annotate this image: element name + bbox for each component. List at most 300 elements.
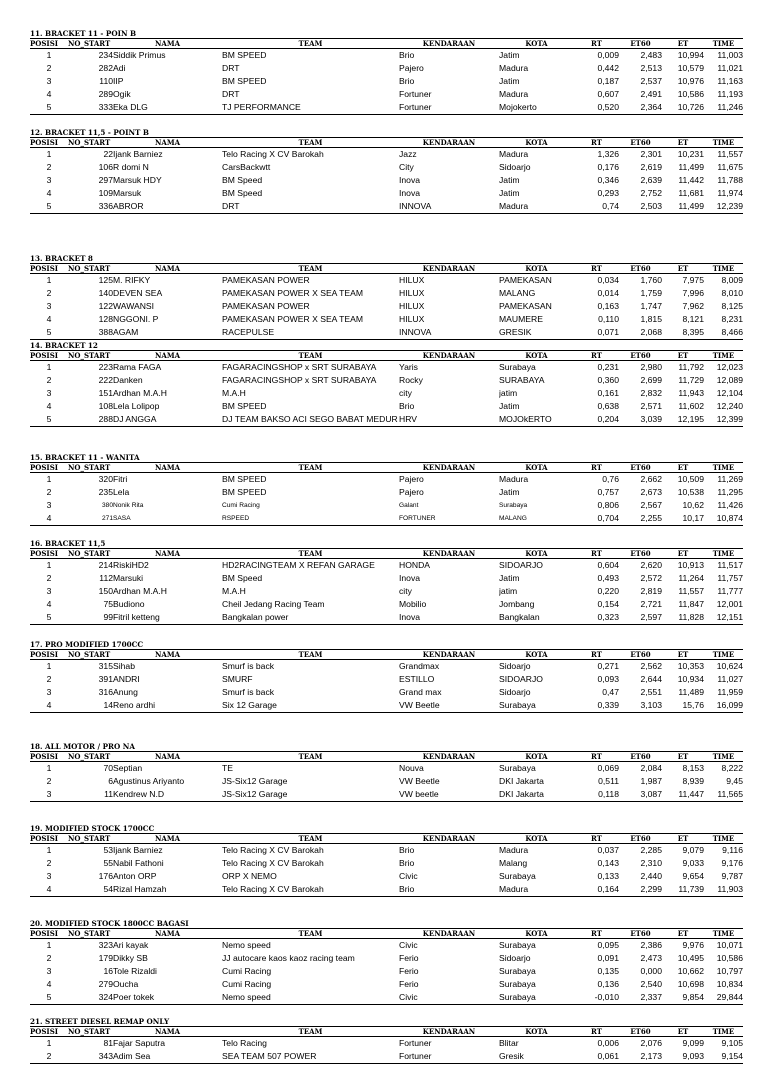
results-table: [30, 548, 743, 625]
column-header-et60: ET60: [619, 138, 662, 148]
column-header-team: TEAM: [222, 39, 399, 49]
cell-kota: Mojokerto: [499, 101, 574, 115]
table-row: [30, 62, 743, 75]
column-header-posisi: POSISI: [30, 834, 68, 844]
cell-rt: 0,323: [574, 611, 619, 625]
cell-et60: 2,299: [619, 883, 662, 897]
cell-rt: 0,204: [574, 413, 619, 427]
column-header-kota: KOTA: [499, 463, 574, 473]
column-header-et: ET: [662, 463, 704, 473]
cell-kota: Sidoarjo: [499, 661, 531, 671]
cell-kota: Sidoarjo: [499, 687, 531, 697]
cell-team: Cumi Racing: [222, 502, 260, 509]
cell-et60: 1,815: [640, 314, 662, 324]
cell-nama: Agustinus Ariyanto: [113, 776, 185, 786]
cell-team: Smurf is back: [222, 687, 275, 697]
cell-kota: Jatim: [499, 175, 520, 185]
cell-posisi: 4: [46, 188, 52, 198]
cell-nama: Marsuki: [113, 573, 144, 583]
table-row: [30, 939, 743, 953]
cell-et60: 2,673: [640, 487, 662, 497]
cell-et: 10,913: [677, 560, 704, 570]
cell-et60: 1,759: [640, 288, 662, 298]
cell-kendaraan: Grand max: [399, 687, 442, 697]
table-row: [30, 991, 743, 1005]
cell-nama: ABROR: [113, 200, 222, 214]
cell-posisi: 4: [30, 699, 68, 713]
cell-et: 10,662: [677, 966, 704, 976]
cell-posisi: 4: [30, 883, 68, 897]
column-header-kendaraan: KENDARAAN: [399, 138, 499, 148]
cell-posisi: 4: [46, 979, 52, 989]
cell-et60: 2,562: [640, 661, 662, 671]
cell-et: 10,994: [677, 50, 704, 60]
cell-rt: 0,607: [597, 89, 619, 99]
cell-kota: Jatim: [499, 76, 520, 86]
cell-et: 11,499: [678, 162, 704, 172]
cell-rt: 0,511: [598, 776, 619, 786]
column-header-kendaraan: KENDARAAN: [399, 463, 499, 473]
cell-et60: 2,513: [640, 63, 662, 73]
cell-kota: Jatim: [499, 401, 520, 411]
table-row: [30, 473, 743, 487]
cell-time: 11,974: [717, 188, 743, 198]
cell-time: 9,105: [721, 1038, 743, 1048]
cell-team: BM Speed: [222, 188, 263, 198]
column-header-team: TEAM: [222, 650, 399, 660]
cell-no-start: 336: [68, 200, 113, 214]
cell-kota: Bangkalan: [499, 611, 574, 625]
cell-team: FAGARACINGSHOP x SRT SURABAYA: [222, 375, 377, 385]
cell-et60: 2,540: [640, 979, 662, 989]
table-row: [30, 174, 743, 187]
cell-team: Telo Racing: [222, 1038, 267, 1048]
cell-posisi: 3: [30, 788, 68, 802]
cell-rt: 0,187: [597, 76, 619, 86]
cell-no-start: 223: [98, 362, 113, 372]
column-header-team: TEAM: [222, 1027, 399, 1037]
column-header-nama: NAMA: [113, 549, 222, 559]
cell-et: 11,739: [662, 883, 704, 897]
cell-posisi: 3: [46, 388, 52, 398]
column-header-et60: ET60: [619, 834, 662, 844]
column-header-nama: NAMA: [113, 929, 222, 939]
cell-nama: Tole Rizaldi: [113, 966, 157, 976]
cell-no-start: 282: [98, 63, 113, 73]
column-header-kota: KOTA: [499, 650, 574, 660]
cell-posisi: 3: [46, 687, 52, 697]
column-header-et60: ET60: [619, 929, 662, 939]
table-row: [30, 200, 743, 214]
results-table: [30, 38, 743, 115]
cell-kota: Surabaya: [499, 979, 536, 989]
cell-team: Cumi Racing: [222, 966, 272, 976]
column-header-no-start: NO_START: [68, 138, 113, 148]
table-header-row: [30, 549, 743, 559]
column-header-team: TEAM: [222, 264, 399, 274]
cell-kota: Madura: [499, 89, 529, 99]
column-header-rt: RT: [574, 752, 619, 762]
cell-time: 8,222: [721, 763, 743, 773]
table-row: [30, 148, 743, 162]
cell-et60: 1,760: [640, 275, 662, 285]
cell-posisi: 2: [46, 953, 52, 963]
cell-team: BM SPEED: [222, 401, 267, 411]
results-table: [30, 350, 743, 427]
cell-et: 10,17: [662, 512, 704, 526]
cell-et60: 2,644: [640, 674, 662, 684]
cell-kota: PAMEKASAN: [499, 301, 552, 311]
cell-et60: 2,832: [640, 388, 662, 398]
column-header-kota: KOTA: [499, 752, 574, 762]
cell-et: 11,847: [678, 599, 704, 609]
cell-no-start: 14: [68, 699, 113, 713]
cell-rt: 0,704: [574, 512, 619, 526]
cell-time: 11,246: [704, 101, 743, 115]
cell-time: 10,797: [716, 966, 743, 976]
section-title: 12. BRACKET 11,5 - POINT B: [30, 128, 149, 137]
table-header-row: [30, 752, 743, 762]
results-section: [30, 128, 743, 214]
cell-rt: 0,014: [597, 288, 619, 298]
column-header-time: TIME: [704, 752, 743, 762]
column-header-no-start: NO_START: [68, 549, 113, 559]
column-header-no-start: NO_START: [68, 463, 113, 473]
cell-et60: 2,337: [619, 991, 662, 1005]
table-row: [30, 187, 743, 200]
cell-et: 10,934: [677, 674, 704, 684]
cell-no-start: 315: [98, 661, 113, 671]
cell-team: PAMEKASAN POWER X SEA TEAM: [222, 288, 364, 298]
cell-rt: 0,110: [598, 314, 619, 324]
cell-no-start: 288: [68, 413, 113, 427]
table-row: [30, 762, 743, 776]
cell-rt: 0,118: [574, 788, 619, 802]
cell-et: 12,195: [662, 413, 704, 427]
cell-rt: 0,74: [574, 200, 619, 214]
cell-team: Telo Racing X CV Barokah: [222, 845, 324, 855]
cell-et60: 2,551: [640, 687, 662, 697]
cell-et60: 2,597: [619, 611, 662, 625]
results-section: [30, 919, 743, 1005]
table-row: [30, 75, 743, 88]
column-header-rt: RT: [574, 138, 619, 148]
table-row: [30, 486, 743, 499]
column-header-rt: RT: [574, 834, 619, 844]
cell-no-start: 109: [98, 188, 113, 198]
cell-rt: 0,346: [597, 175, 619, 185]
cell-et: 10,231: [677, 149, 704, 159]
cell-posisi: 2: [46, 674, 52, 684]
column-header-team: TEAM: [222, 834, 399, 844]
cell-et: 10,976: [677, 76, 704, 86]
cell-kendaraan: Ferio: [399, 979, 419, 989]
cell-et60: 2,980: [640, 362, 662, 372]
cell-kota: jatim: [499, 388, 518, 398]
cell-no-start: 176: [98, 871, 113, 881]
cell-team: DRT: [222, 200, 399, 214]
section-title: 19. MODIFIED STOCK 1700CC: [30, 824, 155, 833]
cell-nama: M. RIFKY: [113, 275, 151, 285]
table-row: [30, 1050, 743, 1064]
cell-kendaraan: Pajero: [399, 487, 424, 497]
cell-et: 11,943: [678, 388, 704, 398]
cell-no-start: 289: [98, 89, 113, 99]
cell-rt: 0,604: [597, 560, 619, 570]
column-header-no-start: NO_START: [68, 264, 113, 274]
cell-nama: ANDRI: [113, 674, 140, 684]
section-title: 15. BRACKET 11 - WANITA: [30, 453, 140, 462]
cell-kendaraan: HILUX: [399, 288, 425, 298]
cell-et: 10,495: [677, 953, 704, 963]
column-header-no-start: NO_START: [68, 1027, 113, 1037]
cell-rt: -0,010: [574, 991, 619, 1005]
cell-no-start: 122: [98, 301, 113, 311]
cell-et: 10,726: [662, 101, 704, 115]
cell-kota: Surabaya: [499, 699, 574, 713]
column-header-et: ET: [662, 834, 704, 844]
cell-rt: 0,757: [597, 487, 619, 497]
column-header-posisi: POSISI: [30, 1027, 68, 1037]
results-section: [30, 824, 743, 897]
column-header-posisi: POSISI: [30, 39, 68, 49]
cell-team: PAMEKASAN POWER X SEA TEAM: [222, 314, 364, 324]
cell-kota: DKI Jakarta: [499, 776, 544, 786]
column-header-kendaraan: KENDARAAN: [399, 1027, 499, 1037]
cell-posisi: 1: [46, 845, 52, 855]
section-title: 13. BRACKET 8: [30, 254, 93, 263]
cell-et60: 2,285: [640, 845, 662, 855]
cell-rt: 0,154: [597, 599, 619, 609]
cell-posisi: 5: [30, 611, 68, 625]
cell-et60: 2,699: [640, 375, 662, 385]
cell-team: DRT: [222, 89, 240, 99]
cell-time: 12,399: [704, 413, 743, 427]
table-row: [30, 161, 743, 174]
cell-kendaraan: Ferio: [399, 953, 419, 963]
table-row: [30, 611, 743, 625]
cell-no-start: 320: [98, 474, 113, 484]
column-header-nama: NAMA: [113, 351, 222, 361]
table-row: [30, 326, 743, 340]
cell-nama: IIP: [113, 76, 124, 86]
cell-team: Telo Racing X CV Barokah: [222, 149, 324, 159]
column-header-team: TEAM: [222, 351, 399, 361]
cell-time: 10,834: [716, 979, 743, 989]
table-row: [30, 699, 743, 713]
table-row: [30, 300, 743, 313]
column-header-time: TIME: [704, 39, 743, 49]
cell-team: BM SPEED: [222, 487, 267, 497]
cell-time: 11,675: [717, 162, 743, 172]
cell-posisi: 3: [46, 871, 52, 881]
cell-time: 11,788: [717, 175, 743, 185]
section-title: 21. STREET DIESEL REMAP ONLY: [30, 1017, 170, 1026]
cell-kendaraan: Brio: [399, 883, 499, 897]
cell-no-start: 279: [98, 979, 113, 989]
cell-kendaraan: Brio: [399, 76, 415, 86]
cell-time: 11,021: [717, 63, 743, 73]
cell-team: SEA TEAM 507 POWER: [222, 1050, 399, 1064]
cell-et60: 2,503: [619, 200, 662, 214]
cell-et: 10,586: [677, 89, 704, 99]
table-row: [30, 374, 743, 387]
cell-et60: 2,662: [640, 474, 662, 484]
cell-nama: Sihab: [113, 661, 135, 671]
cell-no-start: 343: [68, 1050, 113, 1064]
cell-rt: 0,806: [597, 500, 619, 510]
cell-kota: Surabaya: [499, 966, 536, 976]
column-header-time: TIME: [704, 138, 743, 148]
cell-time: 10,586: [716, 953, 743, 963]
table-row: [30, 673, 743, 686]
cell-rt: 0,161: [597, 388, 619, 398]
cell-posisi: 2: [30, 1050, 68, 1064]
column-header-posisi: POSISI: [30, 264, 68, 274]
cell-rt: 0,071: [574, 326, 619, 340]
cell-no-start: 108: [98, 401, 113, 411]
cell-posisi: 1: [46, 149, 52, 159]
cell-rt: 0,093: [597, 674, 619, 684]
cell-rt: 0,034: [597, 275, 619, 285]
column-header-kota: KOTA: [499, 1027, 574, 1037]
cell-no-start: 55: [103, 858, 113, 868]
column-header-et60: ET60: [619, 549, 662, 559]
cell-team: DRT: [222, 63, 240, 73]
column-header-time: TIME: [704, 463, 743, 473]
cell-kota: Madura: [499, 883, 574, 897]
cell-kota: Surabaya: [499, 362, 536, 372]
cell-rt: 0,493: [597, 573, 619, 583]
cell-team: PAMEKASAN POWER: [222, 275, 310, 285]
cell-kendaraan: Civic: [399, 940, 418, 950]
cell-nama: Danken: [113, 375, 143, 385]
cell-et: 8,121: [682, 314, 704, 324]
cell-posisi: 3: [46, 76, 52, 86]
cell-kendaraan: VW beetle: [399, 788, 499, 802]
column-header-rt: RT: [574, 929, 619, 939]
cell-rt: 0,47: [602, 687, 619, 697]
cell-et: 11,499: [662, 200, 704, 214]
cell-time: 11,027: [717, 674, 743, 684]
cell-no-start: 323: [98, 940, 113, 950]
cell-nama: Marsuk: [113, 188, 142, 198]
cell-no-start: 22: [103, 149, 113, 159]
cell-et60: 2,084: [640, 763, 662, 773]
cell-time: 11,426: [717, 500, 743, 510]
cell-et60: 2,483: [640, 50, 662, 60]
column-header-posisi: POSISI: [30, 650, 68, 660]
cell-nama: Ardhan M.A.H: [113, 586, 167, 596]
cell-posisi: 1: [46, 275, 52, 285]
table-row: [30, 965, 743, 978]
cell-kendaraan: Rocky: [399, 375, 423, 385]
column-header-time: TIME: [704, 834, 743, 844]
column-header-team: TEAM: [222, 752, 399, 762]
cell-no-start: 70: [103, 763, 113, 773]
cell-time: 10,071: [716, 940, 743, 950]
cell-team: Cheil Jedang Racing Team: [222, 599, 325, 609]
cell-nama: Anung: [113, 687, 138, 697]
column-header-et: ET: [662, 752, 704, 762]
column-header-kendaraan: KENDARAAN: [399, 39, 499, 49]
cell-kota: MALANG: [499, 288, 536, 298]
cell-et: 11,602: [678, 401, 704, 411]
cell-nama: Lela: [113, 487, 130, 497]
cell-rt: 0,006: [597, 1038, 619, 1048]
cell-team: TE: [222, 763, 233, 773]
table-row: [30, 1037, 743, 1051]
cell-no-start: 333: [68, 101, 113, 115]
cell-kota: MAUMERE: [499, 314, 543, 324]
cell-rt: 0,069: [597, 763, 619, 773]
cell-et60: 2,620: [640, 560, 662, 570]
cell-posisi: 1: [46, 362, 52, 372]
cell-posisi: 3: [46, 301, 52, 311]
cell-kendaraan: Brio: [399, 401, 415, 411]
column-header-team: TEAM: [222, 138, 399, 148]
table-row: [30, 844, 743, 858]
cell-team: Telo Racing X CV Barokah: [222, 883, 399, 897]
cell-kota: Jatim: [499, 487, 520, 497]
column-header-et60: ET60: [619, 463, 662, 473]
cell-et60: 2,819: [640, 586, 662, 596]
cell-team: BM Speed: [222, 175, 263, 185]
cell-et60: 2,572: [640, 573, 662, 583]
cell-kota: GRESIK: [499, 326, 574, 340]
cell-posisi: 2: [46, 487, 52, 497]
cell-nama: R domi N: [113, 162, 149, 172]
cell-et60: 0,000: [640, 966, 662, 976]
cell-et60: 2,173: [619, 1050, 662, 1064]
cell-et: 10,353: [677, 661, 704, 671]
cell-time: 11,193: [717, 89, 743, 99]
table-header-row: [30, 351, 743, 361]
cell-et60: 2,639: [640, 175, 662, 185]
cell-kota: Madura: [499, 845, 529, 855]
column-header-nama: NAMA: [113, 39, 222, 49]
cell-nama: Reno ardhi: [113, 699, 222, 713]
cell-posisi: 3: [46, 966, 52, 976]
cell-kota: Madura: [499, 200, 574, 214]
cell-kendaraan: HILUX: [399, 275, 425, 285]
cell-posisi: 5: [30, 991, 68, 1005]
cell-rt: 0,220: [597, 586, 619, 596]
cell-team: FAGARACINGSHOP x SRT SURABAYA: [222, 362, 377, 372]
results-section: [30, 254, 743, 340]
cell-rt: 0,638: [597, 401, 619, 411]
cell-nama: Kendrew N.D: [113, 788, 222, 802]
table-header-row: [30, 650, 743, 660]
table-row: [30, 413, 743, 427]
results-section: [30, 640, 743, 713]
table-row: [30, 686, 743, 699]
cell-time: 8,009: [721, 275, 743, 285]
cell-et: 10,538: [677, 487, 704, 497]
results-table: [30, 928, 743, 1005]
cell-et60: 2,364: [619, 101, 662, 115]
column-header-et60: ET60: [619, 1027, 662, 1037]
cell-kendaraan: FORTUNER: [399, 512, 499, 526]
column-header-nama: NAMA: [113, 138, 222, 148]
column-header-no-start: NO_START: [68, 39, 113, 49]
table-row: [30, 101, 743, 115]
cell-kendaraan: City: [399, 162, 414, 172]
table-row: [30, 361, 743, 375]
cell-posisi: 1: [46, 1038, 52, 1048]
column-header-no-start: NO_START: [68, 834, 113, 844]
cell-team: PAMEKASAN POWER: [222, 301, 310, 311]
